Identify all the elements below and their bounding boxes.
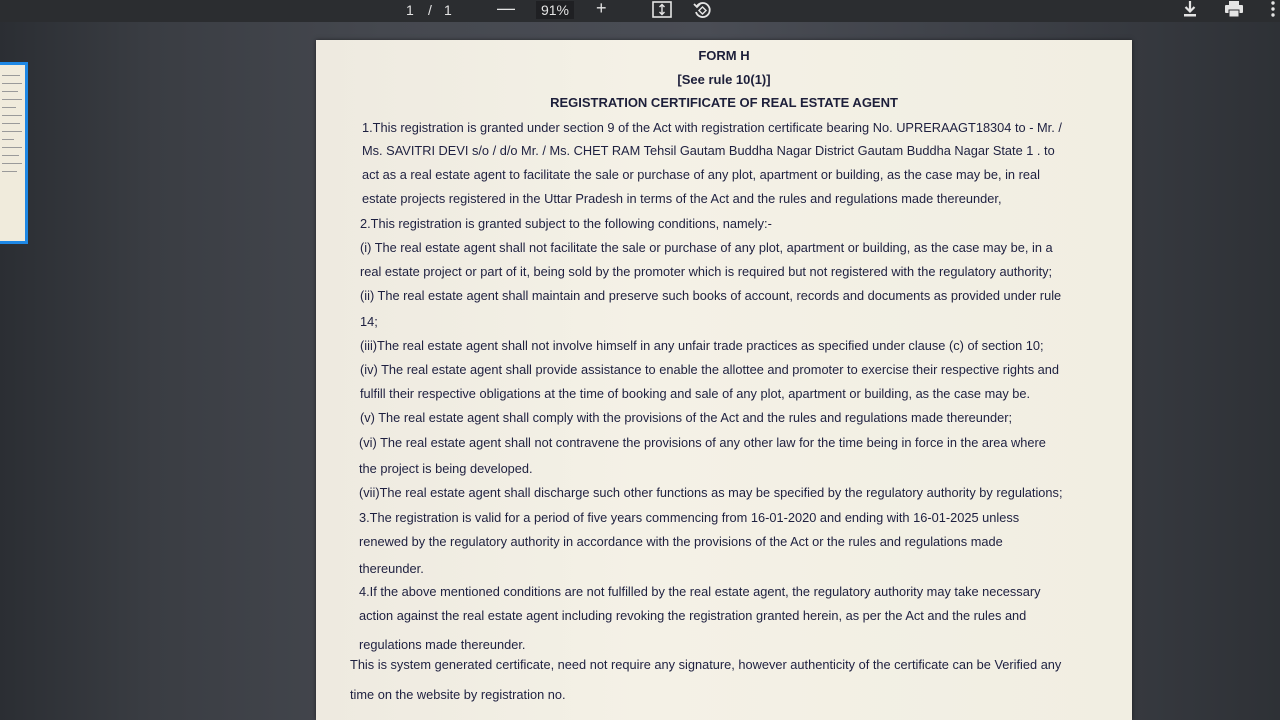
body-line: action against the real estate agent including revoking the registration granted herein, as per the Act and the rules and (359, 608, 1027, 623)
body-line: (vi) The real estate agent shall not contravene the provisions of any other law for the time being in force in the area where (359, 435, 1046, 450)
fit-page-icon[interactable] (652, 1, 672, 22)
body-line: (iii)The real estate agent shall not involve himself in any unfair trade practices as specified under clause (c) of section 10; (360, 338, 1044, 353)
thumbnail-text-line (2, 75, 20, 76)
body-line: (v) The real estate agent shall comply with the provisions of the Act and the rules and regulations made thereunder; (360, 410, 1013, 425)
thumbnail-text-line (2, 107, 16, 108)
body-line: regulations made thereunder. (359, 637, 526, 652)
body-line: thereunder. (359, 561, 424, 576)
thumbnail-text-line (2, 155, 19, 156)
pdf-toolbar (0, 0, 1280, 22)
page-separator: / (428, 2, 432, 18)
thumbnail-text-line (2, 99, 22, 100)
body-line: (iv) The real estate agent shall provide assistance to enable the allottee and promoter to exercise their respective rights and (360, 362, 1060, 377)
body-line: 14; (360, 314, 378, 329)
body-line: estate projects registered in the Uttar Pradesh in terms of the Act and the rules and regulations made thereunder, (362, 191, 1002, 206)
body-line: (vii)The real estate agent shall discharge such other functions as may be specified by the regulatory authority by regulations; (359, 485, 1063, 500)
rule-reference: [See rule 10(1)] (677, 72, 771, 87)
print-icon[interactable] (1224, 0, 1244, 22)
body-line: This is system generated certificate, need not require any signature, however authenticity of the certificate can be Verified any (350, 657, 1062, 672)
zoom-in-button[interactable]: + (596, 0, 607, 18)
body-line: (i) The real estate agent shall not facilitate the sale or purchase of any plot, apartment or building, as the case may be, in a (360, 240, 1053, 255)
page-number-input[interactable]: 1 (406, 2, 414, 18)
rotate-icon[interactable] (692, 0, 712, 24)
body-line: renewed by the regulatory authority in accordance with the provisions of the Act or the rules and regulations made (359, 534, 1003, 549)
thumbnail-text-line (2, 123, 20, 124)
body-line: 2.This registration is granted subject to the following conditions, namely:- (360, 216, 772, 231)
thumbnail-text-line (2, 171, 17, 172)
body-line: (ii) The real estate agent shall maintain and preserve such books of account, records and documents as provided under rule (360, 288, 1062, 303)
thumbnail-text-line (2, 147, 22, 148)
body-line: 4.If the above mentioned conditions are not fulfilled by the real estate agent, the regulatory authority may take necessary (359, 584, 1041, 599)
more-options-icon[interactable] (1270, 0, 1276, 22)
body-line: 1.This registration is granted under section 9 of the Act with registration certificate bearing No. UPRERAAGT18304 to - Mr. / (362, 120, 1062, 135)
thumbnail-text-line (2, 115, 22, 116)
form-heading: FORM H (698, 48, 750, 63)
page-thumbnail[interactable] (0, 62, 28, 244)
thumbnail-text-line (2, 83, 22, 84)
document-page (316, 40, 1132, 720)
body-line: Ms. SAVITRI DEVI s/o / d/o Mr. / Ms. CHET RAM Tehsil Gautam Buddha Nagar District Gautam Buddha Nagar State 1 . to (362, 143, 1055, 158)
page-total: 1 (444, 2, 452, 18)
zoom-level-input[interactable]: 91% (536, 1, 574, 19)
certificate-title: REGISTRATION CERTIFICATE OF REAL ESTATE AGENT (550, 95, 898, 110)
thumbnail-text-line (2, 91, 18, 92)
body-line: real estate project or part of it, being sold by the promoter which is required but not registered with the regulatory authority; (360, 264, 1053, 279)
thumbnail-text-line (2, 139, 14, 140)
download-icon[interactable] (1182, 0, 1198, 22)
body-line: 3.The registration is valid for a period of five years commencing from 16-01-2020 and ending with 16-01-2025 unless (359, 510, 1020, 525)
thumbnail-text-line (2, 131, 22, 132)
body-line: time on the website by registration no. (350, 687, 566, 702)
body-line: the project is being developed. (359, 461, 533, 476)
thumbnail-text-line (2, 163, 22, 164)
body-line: act as a real estate agent to facilitate the sale or purchase of any plot, apartment or building, as the case may be, in real (362, 167, 1040, 182)
zoom-out-button[interactable]: — (497, 0, 515, 18)
body-line: fulfill their respective obligations at the time of booking and sale of any plot, apartment or building, as the case may be. (360, 386, 1031, 401)
